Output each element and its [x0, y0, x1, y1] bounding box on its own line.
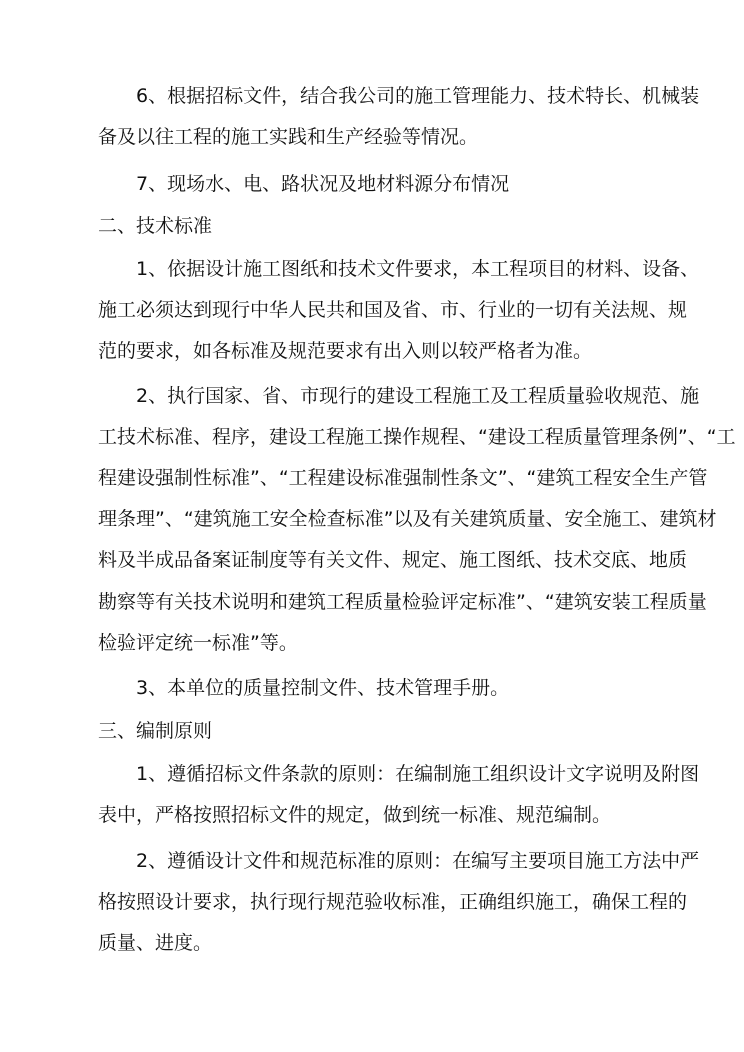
standards-item-2-line-2: 工技术标准、程序，建设工程施工操作规程、“建设工程质量管理条例”、“工: [98, 426, 736, 448]
standards-item-2-line-5: 料及半成品备案证制度等有关文件、规定、施工图纸、技术交底、地质: [98, 549, 688, 571]
standards-item-2-line-6: 勘察等有关技术说明和建筑工程质量检验评定标准”、“建筑安装工程质量: [98, 591, 707, 613]
principles-item-2-line-1: 2、遵循设计文件和规范标准的原则：在编写主要项目施工方法中严: [136, 850, 700, 872]
section-heading-compilation-principles: 三、编制原则: [98, 720, 213, 742]
standards-item-3-line-1: 3、本单位的质量控制文件、技术管理手册。: [136, 677, 510, 699]
paragraph-6-line-1: 6、根据招标文件，结合我公司的施工管理能力、技术特长、机械装: [136, 85, 700, 107]
standards-item-2-line-1: 2、执行国家、省、市现行的建设工程施工及工程质量验收规范、施: [136, 385, 700, 407]
standards-item-1-line-1: 1、依据设计施工图纸和技术文件要求，本工程项目的材料、设备、: [136, 258, 700, 280]
standards-item-2-line-3: 程建设强制性标准”、“工程建设标准强制性条文”、“建筑工程安全生产管: [98, 467, 708, 489]
principles-item-1-line-1: 1、遵循招标文件条款的原则：在编制施工组织设计文字说明及附图: [136, 763, 700, 785]
standards-item-2-line-4: 理条理”、“建筑施工安全检查标准”以及有关建筑质量、安全施工、建筑材: [98, 508, 717, 530]
principles-item-1-line-2: 表中，严格按照招标文件的规定，做到统一标准、规范编制。: [98, 804, 612, 826]
principles-item-2-line-2: 格按照设计要求，执行现行规范验收标准，正确组织施工，确保工程的: [98, 891, 688, 913]
paragraph-6-line-2: 备及以往工程的施工实践和生产经验等情况。: [98, 126, 479, 148]
standards-item-1-line-2: 施工必须达到现行中华人民共和国及省、市、行业的一切有关法规、规: [98, 299, 688, 321]
section-heading-technical-standards: 二、技术标准: [98, 215, 213, 237]
principles-item-2-line-3: 质量、进度。: [98, 932, 213, 954]
standards-item-2-line-7: 检验评定统一标准”等。: [98, 632, 298, 654]
paragraph-7-line-1: 7、现场水、电、路状况及地材料源分布情况: [136, 173, 510, 195]
standards-item-1-line-3: 范的要求，如各标准及规范要求有出入则以较严格者为准。: [98, 340, 593, 362]
